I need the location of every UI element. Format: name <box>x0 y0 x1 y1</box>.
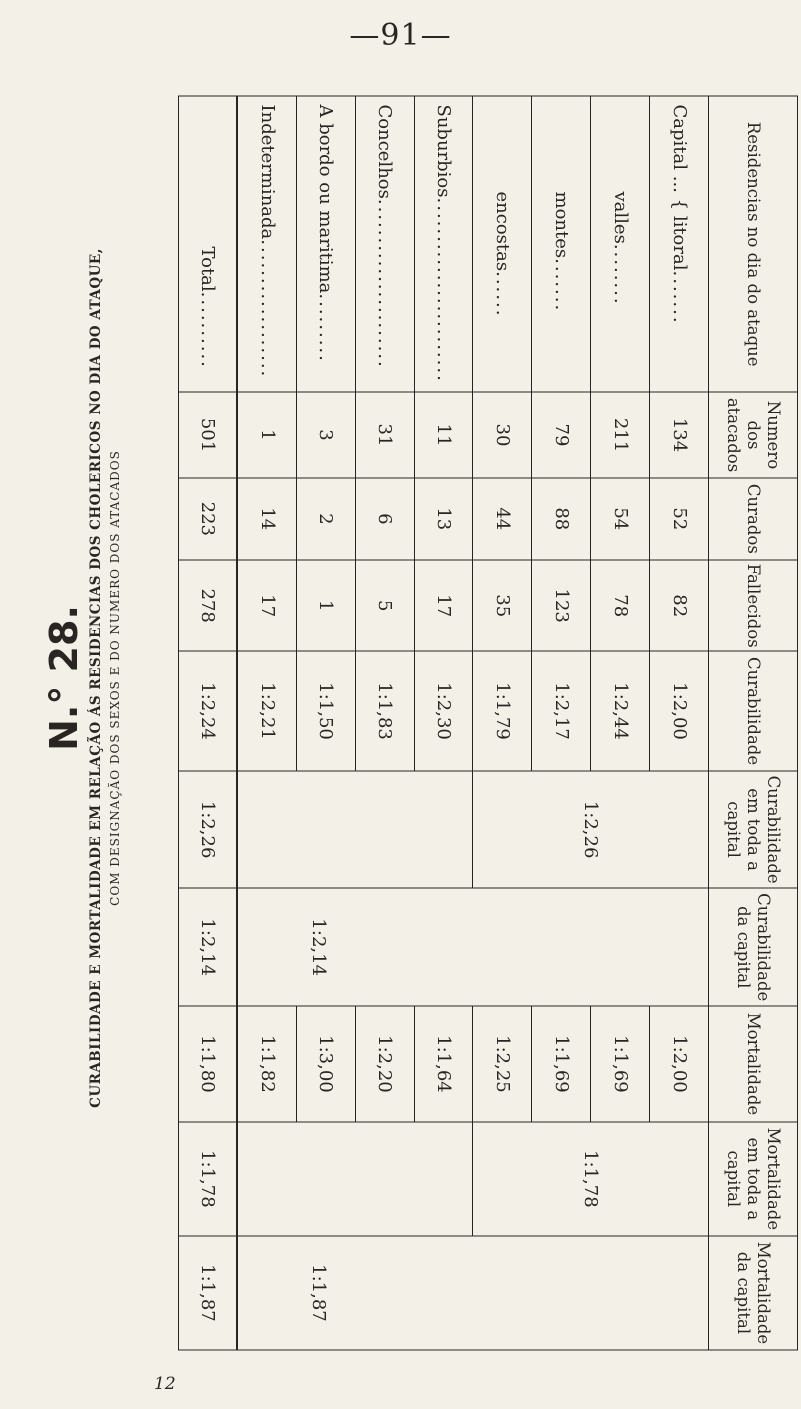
total-curabilidade-capital: 1:2,14 <box>179 888 238 1006</box>
cell-curados: 6 <box>355 477 414 559</box>
cell-empty <box>238 770 474 888</box>
total-curados: 223 <box>179 477 238 559</box>
total-atacados: 501 <box>179 392 238 477</box>
page-signature: 12 <box>154 1374 176 1394</box>
table-number: N.° 28. <box>42 605 86 751</box>
col-atacados: Numero dos atacados <box>709 392 798 477</box>
row-label-text: Indeterminada <box>256 104 278 239</box>
cell-curabilidade: 1:2,30 <box>414 651 473 770</box>
total-curabilidade: 1:2,24 <box>179 651 238 770</box>
table-row <box>414 96 473 1350</box>
heading-line-2: COM DESIGNAÇÃO DOS SEXOS E DO NUMERO DOS ATACADOS <box>108 450 122 906</box>
col-curabilidade-capital: Curabilidade da capital <box>709 888 798 1006</box>
col-curados: Curados <box>709 477 798 559</box>
row-label-text: encostas <box>491 191 513 271</box>
cell-atacados: 30 <box>473 392 532 477</box>
total-mortalidade-toda: 1:1,78 <box>179 1121 238 1235</box>
total-mortalidade: 1:1,80 <box>179 1006 238 1122</box>
cell-curabilidade: 1:1,83 <box>355 651 414 770</box>
row-label-text: Suburbios <box>433 104 455 197</box>
cell-atacados: 79 <box>532 392 591 477</box>
row-label: Indeterminada.................. <box>238 96 297 392</box>
row-label: Suburbios........................ <box>414 96 473 392</box>
col-mortalidade-capital: Mortalidade da capital <box>709 1235 798 1349</box>
cell-mortalidade: 1:3,00 <box>296 1006 355 1122</box>
page-number: —91— <box>349 18 452 53</box>
row-label: Capital ... { litoral....... <box>650 96 709 392</box>
row-label-text: montes <box>550 191 572 258</box>
cell-curabilidade: 1:2,44 <box>591 651 650 770</box>
row-label: A bordo ou maritima......... <box>296 96 355 392</box>
capital-label: Capital <box>668 104 690 170</box>
cell-curados: 14 <box>238 477 297 559</box>
row-label: valles........ <box>591 96 650 392</box>
col-mortalidade: Mortalidade <box>709 1006 798 1122</box>
cell-fallecidos: 123 <box>532 560 591 651</box>
cell-mortalidade: 1:2,20 <box>355 1006 414 1122</box>
col-residencias: Residencias no dia do ataque <box>709 96 798 392</box>
cell-curados: 44 <box>473 477 532 559</box>
total-curabilidade-toda: 1:2,26 <box>179 770 238 888</box>
col-mortalidade-toda: Mortalidade em toda a capital <box>709 1121 798 1235</box>
cell-mortalidade-toda: 1:1,78 <box>473 1121 709 1235</box>
cell-curados: 52 <box>650 477 709 559</box>
col-fallecidos: Fallecidos <box>709 560 798 651</box>
cell-fallecidos: 82 <box>650 560 709 651</box>
cell-curabilidade: 1:2,21 <box>238 651 297 770</box>
col-curabilidade: Curabilidade <box>709 651 798 770</box>
cell-mortalidade-capital: 1:1,87 <box>238 1235 709 1349</box>
cell-curabilidade: 1:1,50 <box>296 651 355 770</box>
cell-mortalidade: 1:1,82 <box>238 1006 297 1122</box>
cell-curados: 2 <box>296 477 355 559</box>
table-row <box>650 96 709 1350</box>
row-label-text: litoral <box>668 215 690 270</box>
row-label: montes....... <box>532 96 591 392</box>
row-label-text: valles <box>609 191 631 244</box>
cell-mortalidade: 1:1,69 <box>591 1006 650 1122</box>
cell-mortalidade: 1:2,25 <box>473 1006 532 1122</box>
cell-curados: 13 <box>414 477 473 559</box>
cell-atacados: 134 <box>650 392 709 477</box>
row-label-text: A bordo ou maritima <box>315 104 337 293</box>
cell-mortalidade: 1:1,64 <box>414 1006 473 1122</box>
cell-fallecidos: 17 <box>414 560 473 651</box>
total-label: Total.......... <box>179 96 238 392</box>
cell-fallecidos: 35 <box>473 560 532 651</box>
cell-curados: 88 <box>532 477 591 559</box>
total-mortalidade-capital: 1:1,87 <box>179 1235 238 1349</box>
total-fallecidos: 278 <box>179 560 238 651</box>
row-label: Concelhos...................... <box>355 96 414 392</box>
cell-curados: 54 <box>591 477 650 559</box>
total-row <box>179 96 238 1350</box>
cell-fallecidos: 17 <box>238 560 297 651</box>
cell-curabilidade: 1:1,79 <box>473 651 532 770</box>
header-row <box>709 96 798 1350</box>
cell-fallecidos: 1 <box>296 560 355 651</box>
cell-atacados: 211 <box>591 392 650 477</box>
cell-mortalidade: 1:1,69 <box>532 1006 591 1122</box>
cell-atacados: 1 <box>238 392 297 477</box>
cell-curabilidade: 1:2,00 <box>650 651 709 770</box>
cell-atacados: 3 <box>296 392 355 477</box>
table-heading <box>28 88 138 1268</box>
cell-mortalidade: 1:2,00 <box>650 1006 709 1122</box>
col-curabilidade-toda: Curabilidade em toda a capital <box>709 770 798 888</box>
row-label: encostas...... <box>473 96 532 392</box>
cell-atacados: 31 <box>355 392 414 477</box>
cell-curabilidade-toda: 1:2,26 <box>473 770 709 888</box>
cell-fallecidos: 5 <box>355 560 414 651</box>
mortality-table <box>178 95 798 1350</box>
cell-fallecidos: 78 <box>591 560 650 651</box>
heading-line-1: CURABILIDADE E MORTALIDADE EM RELAÇÃO ÁS RESIDENCIAS DOS CHOLERICOS NO DIA DO ATAQUE, <box>88 248 104 1108</box>
row-label-text: Concelhos <box>374 104 396 199</box>
cell-atacados: 11 <box>414 392 473 477</box>
cell-curabilidade-capital: 1:2,14 <box>238 888 709 1006</box>
total-label-text: Total <box>197 246 219 292</box>
cell-curabilidade: 1:2,17 <box>532 651 591 770</box>
cell-empty <box>238 1121 474 1235</box>
